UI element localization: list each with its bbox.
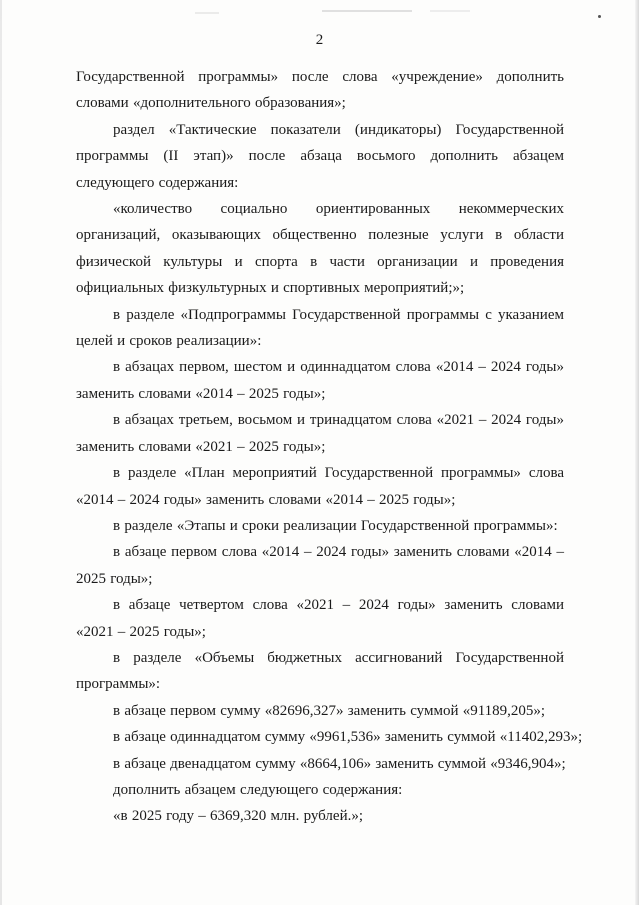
paragraph [76,460,564,513]
paragraph [76,407,564,460]
paragraph [76,196,564,302]
paragraph [76,117,564,196]
text-line: заменить словами «2021 – 2025 годы»; [76,438,326,455]
scan-dot [598,15,601,18]
scan-edge-right [635,0,639,905]
paragraph [76,751,564,777]
scan-artifact [195,12,219,14]
text-line: заменить словами «2014 – 2025 годы»; [76,385,326,402]
text-line: организаций, оказывающих общественно полезные услуги в области [76,227,564,244]
text-line: в абзаце одиннадцатом сумму «9961,536» заменить суммой «11402,293»; [113,729,583,746]
paragraph [76,803,564,829]
document-body [76,64,583,830]
text-line: физической культуры и спорта в части организации и проведения [76,253,564,270]
text-line: программы»: [76,676,161,693]
text-line: в абзаце четвертом слова «2021 – 2024 годы» заменить словами [113,597,564,614]
paragraph [76,354,564,407]
scan-edge-left [0,0,2,905]
text-line: в абзаце двенадцатом сумму «8664,106» заменить суммой «9346,904»; [113,755,566,772]
text-line: 2025 годы»; [76,570,153,587]
text-line: в разделе «План мероприятий Государственной программы» слова [113,465,564,482]
text-line: «в 2025 году – 6369,320 млн. рублей.»; [113,808,364,825]
text-line: в разделе «Подпрограммы Государственной программы с указанием [113,306,564,323]
paragraph [76,592,564,645]
text-line: в абзаце первом сумму «82696,327» заменить суммой «91189,205»; [113,702,546,719]
text-line: дополнить абзацем следующего содержания: [113,781,403,798]
paragraph [76,698,564,724]
page-number: 2 [315,32,324,48]
text-line: «количество социально ориентированных некоммерческих [113,201,564,218]
text-line: в разделе «Этапы и сроки реализации Государственной программы»: [113,517,558,534]
text-line: следующего содержания: [76,174,239,191]
scan-artifact [430,10,470,12]
text-line: Государственной программы» после слова «учреждение» дополнить [76,69,564,85]
paragraph [76,645,564,698]
text-line: целей и сроков реализации»: [76,333,262,350]
text-line: словами «дополнительного образования»; [76,95,346,112]
paragraph [76,302,564,355]
paragraph [76,513,564,539]
text-line: в абзацах третьем, восьмом и тринадцатом слова «2021 – 2024 годы» [113,412,564,429]
text-line: «2021 – 2025 годы»; [76,623,206,640]
text-line: «2014 – 2024 годы» заменить словами «2014 – 2025 годы»; [76,491,456,508]
text-line: официальных физкультурных и спортивных мероприятий;»; [76,280,465,297]
paragraph [76,724,583,750]
text-line: в разделе «Объемы бюджетных ассигнований Государственной [113,649,564,666]
paragraph [76,64,564,117]
text-line: программы (II этап)» после абзаца восьмого дополнить абзацем [76,148,564,165]
paragraph [76,777,564,803]
text-line: в абзацах первом, шестом и одиннадцатом слова «2014 – 2024 годы» [113,359,564,376]
text-line: раздел «Тактические показатели (индикаторы) Государственной [113,121,564,138]
paragraph [76,539,564,592]
text-line: в абзаце первом слова «2014 – 2024 годы» заменить словами «2014 – [113,544,564,561]
scan-artifact [322,10,412,12]
